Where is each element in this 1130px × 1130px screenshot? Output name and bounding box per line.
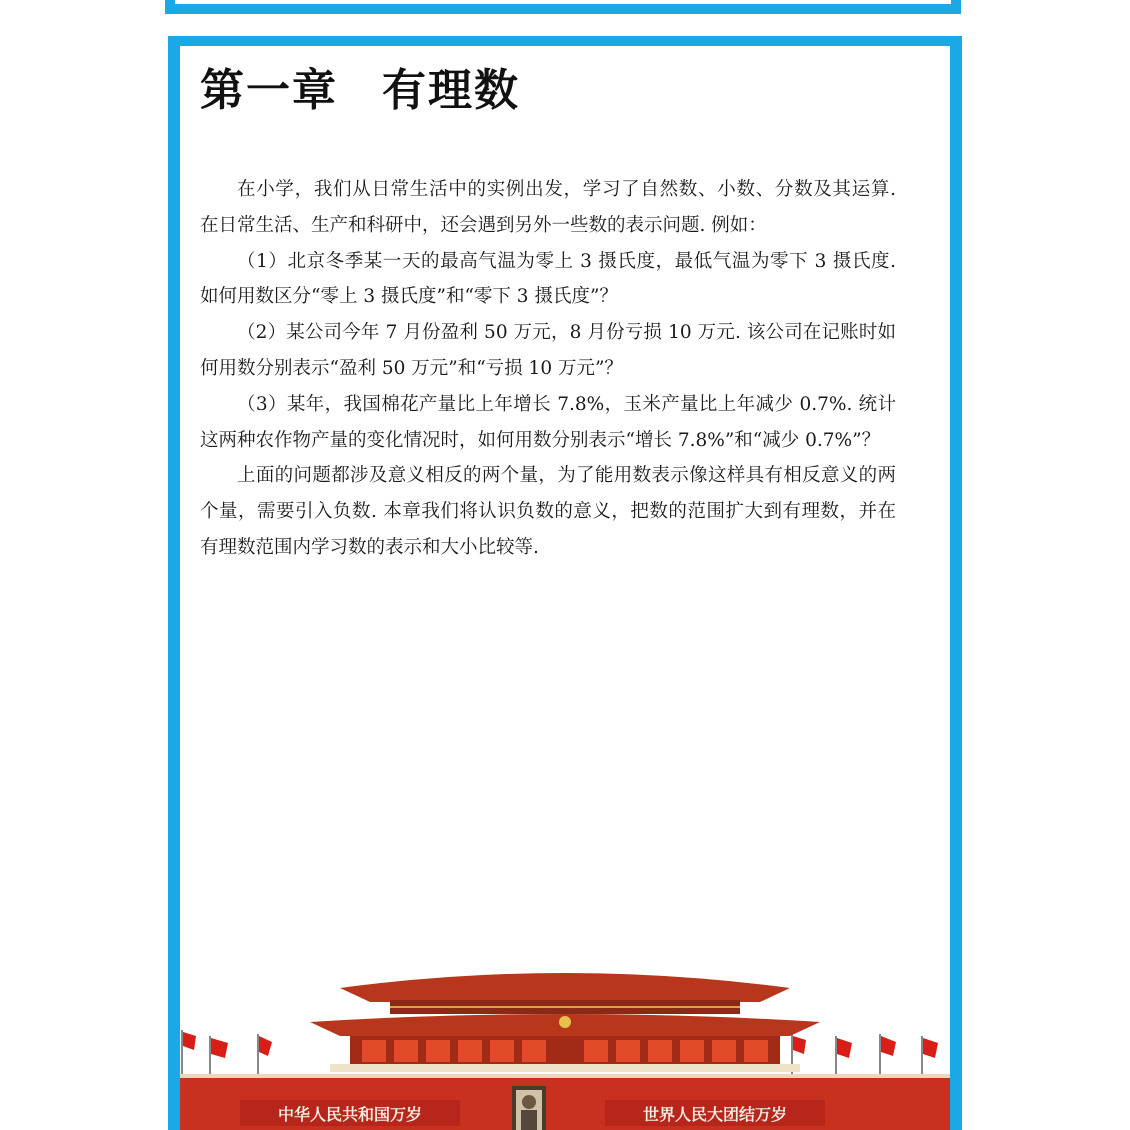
right-slogan: 世界人民大团结万岁	[642, 1105, 788, 1124]
left-slogan: 中华人民共和国万岁	[277, 1105, 423, 1124]
flag-icon	[792, 1034, 806, 1080]
paragraph-example-1: （1）北京冬季某一天的最高气温为零上 3 摄氏度，最低气温为零下 3 摄氏度. 如何用数区分“零上 3 摄氏度”和“零下 3 摄氏度”？	[200, 250, 896, 308]
tiananmen-illustration	[180, 950, 950, 1130]
flag-icon	[880, 1034, 896, 1080]
flag-icon	[210, 1036, 228, 1080]
portrait-icon	[512, 1086, 546, 1130]
paragraph-summary: 上面的问题都涉及意义相反的两个量，为了能用数表示像这样具有相反意义的两个量，需要引入负数. 本章我们将认识负数的意义，把数的范围扩大到有理数，并在有理数范围内学习数的表示和大小比较等.	[200, 465, 896, 558]
top-frame-strip	[165, 0, 961, 14]
flag-icon	[836, 1036, 852, 1080]
paragraph-example-3: （3）某年，我国棉花产量比上年增长 7.8%，玉米产量比上年减少 0.7%. 统计这两种农作物产量的变化情况时，如何用数分别表示“增长 7.8%”和“减少 0.7%”？	[200, 393, 896, 451]
page-frame	[168, 36, 962, 1130]
emblem-icon	[559, 1016, 571, 1028]
chapter-name: 有理数	[382, 65, 520, 116]
chapter-intro	[200, 172, 896, 566]
flag-icon	[922, 1036, 938, 1080]
flag-icon	[258, 1034, 272, 1080]
paragraph-example-2: （2）某公司今年 7 月份盈利 50 万元，8 月份亏损 10 万元. 该公司在记账时如何用数分别表示“盈利 50 万元”和“亏损 10 万元”？	[200, 322, 896, 379]
flag-icon	[182, 1030, 196, 1080]
gate-tower	[310, 973, 820, 1072]
chapter-number: 第一章	[200, 65, 338, 116]
paragraph-intro: 在小学，我们从日常生活中的实例出发，学习了自然数、小数、分数及其运算. 在日常生活、生产和科研中，还会遇到另外一些数的表示问题. 例如：	[200, 179, 896, 236]
textbook-page	[180, 46, 950, 1130]
chapter-title	[200, 54, 520, 118]
